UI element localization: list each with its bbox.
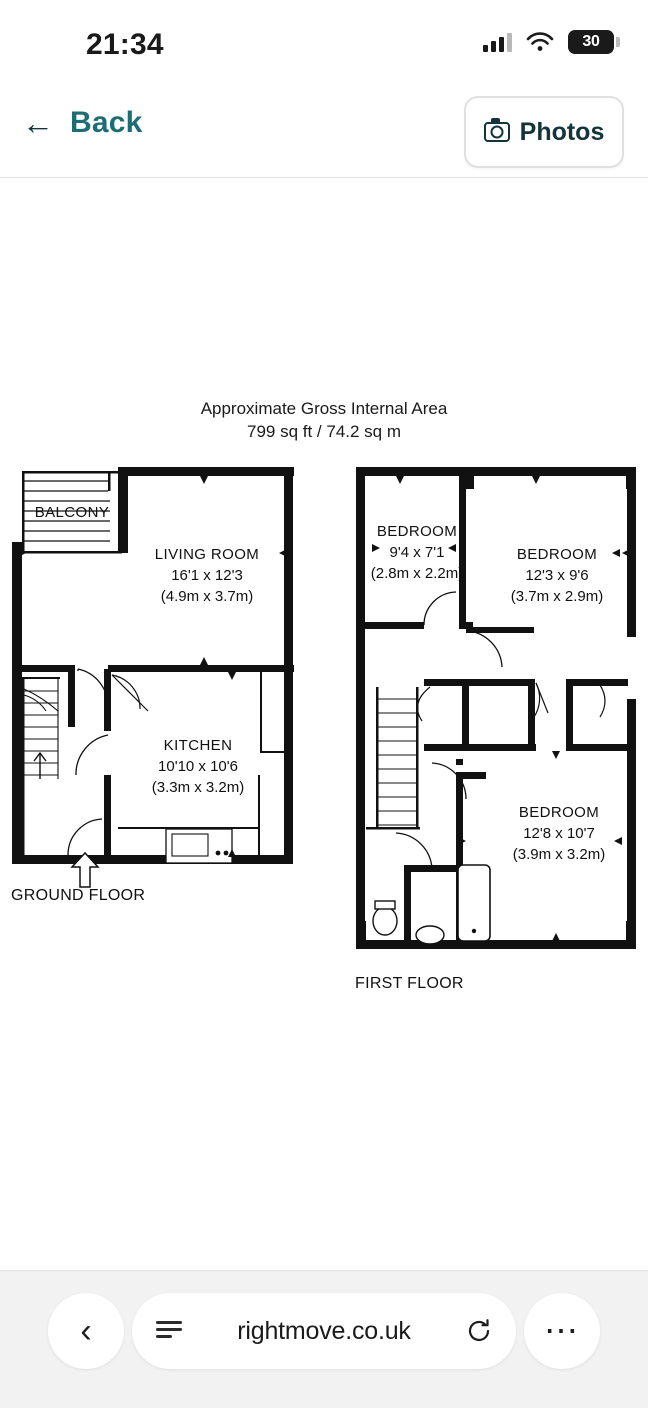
browser-more-button[interactable]	[524, 1293, 600, 1369]
status-time: 21:34	[86, 28, 164, 61]
floorplan-drawing	[0, 179, 648, 1270]
address-bar[interactable]	[132, 1293, 516, 1369]
browser-toolbar	[0, 1270, 648, 1408]
more-options-icon: ⋯	[544, 1311, 580, 1350]
status-bar	[0, 0, 648, 84]
cellular-signal-icon	[483, 32, 512, 52]
reader-view-icon[interactable]	[156, 1320, 182, 1342]
status-indicators	[483, 30, 614, 54]
floorplan-heading-line2: 799 sq ft / 74.2 sq m	[246, 421, 402, 441]
back-button[interactable]	[22, 106, 143, 140]
photos-button-label: Photos	[519, 117, 605, 146]
address-bar-url: rightmove.co.uk	[237, 1316, 411, 1345]
wifi-icon	[526, 32, 554, 52]
room-label-balcony: BALCONY	[34, 504, 110, 521]
room-label-bedroom-3: BEDROOM 12'8 x 10'7 (3.9m x 3.2m)	[512, 804, 606, 863]
room-label-bedroom-1: BEDROOM 9'4 x 7'1 (2.8m x 2.2m)	[370, 523, 464, 582]
ground-floor-label: GROUND FLOOR	[11, 887, 146, 904]
battery-icon	[568, 30, 614, 54]
floorplan-heading-line1: Approximate Gross Internal Area	[200, 399, 448, 418]
chevron-left-icon: ‹	[80, 1312, 92, 1350]
first-floor-label: FIRST FLOOR	[355, 975, 464, 992]
room-label-living-room: LIVING ROOM 16'1 x 12'3 (4.9m x 3.7m)	[154, 546, 260, 605]
battery-level: 30	[582, 33, 600, 50]
room-label-bedroom-2: BEDROOM 12'3 x 9'6 (3.7m x 2.9m)	[510, 546, 604, 605]
back-button-label: Back	[70, 106, 143, 139]
app-nav-bar	[0, 84, 648, 178]
floorplan-content[interactable]	[0, 179, 648, 1270]
browser-back-button[interactable]	[48, 1293, 124, 1369]
camera-icon	[484, 122, 510, 142]
photos-button[interactable]	[464, 96, 624, 168]
arrow-left-icon: ←	[22, 105, 54, 141]
reload-icon[interactable]	[466, 1318, 492, 1344]
room-label-kitchen: KITCHEN 10'10 x 10'6 (3.3m x 3.2m)	[151, 737, 245, 796]
